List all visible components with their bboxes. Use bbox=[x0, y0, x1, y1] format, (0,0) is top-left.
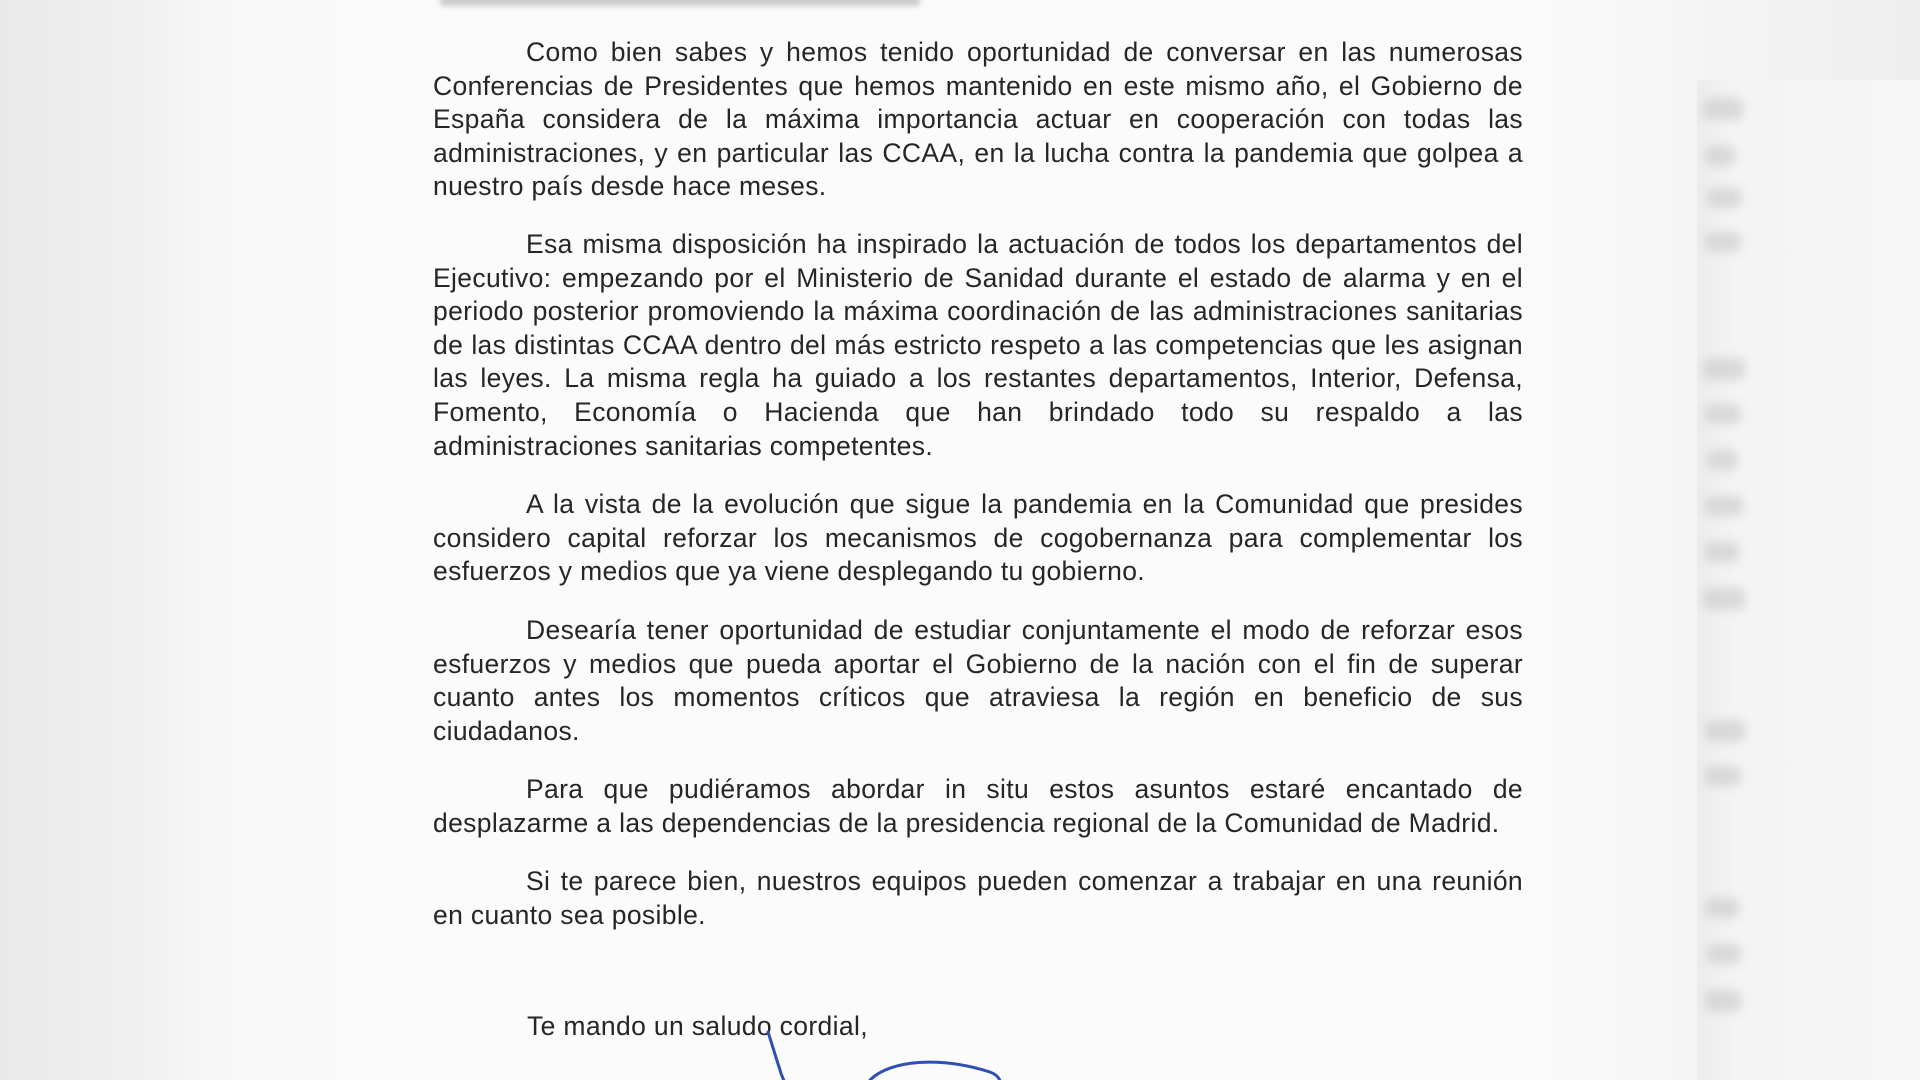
blurred-text bbox=[1705, 898, 1739, 918]
blurred-text bbox=[1705, 404, 1741, 424]
blurred-text bbox=[1705, 720, 1745, 742]
blurred-text bbox=[1707, 188, 1741, 208]
blurred-text bbox=[1703, 358, 1745, 380]
blurred-text bbox=[1707, 450, 1737, 470]
adjacent-page-edge bbox=[1697, 80, 1920, 1080]
blurred-text bbox=[1705, 146, 1735, 166]
blurred-text bbox=[1705, 990, 1741, 1012]
blurred-text bbox=[1705, 232, 1741, 252]
paragraph-6: Si te parece bien, nuestros equipos pueden comenzar a trabajar en una reunión en cuanto sea posible. bbox=[433, 866, 1523, 931]
blurred-text bbox=[1705, 542, 1739, 562]
paragraph-5: Para que pudiéramos abordar in situ estos asuntos estaré encantado de desplazarme a las dependencias de la presidencia regional de la Comunidad de Madrid. bbox=[433, 774, 1523, 838]
letter-body bbox=[433, 36, 1523, 933]
paragraph-1: Como bien sabes y hemos tenido oportunidad de conversar en las numerosas Conferencias de Presidentes que hemos mantenido en este mismo año, el Gobierno de España considera de la máxima importancia actuar en cooperación con todas las administraciones, y en particular las CCAA, en la lucha contra la pandemia que golpea a nuestro país desde hace meses. bbox=[433, 37, 1523, 202]
blurred-text bbox=[1705, 496, 1743, 516]
blurred-text bbox=[1707, 944, 1741, 964]
paragraph-2: Esa misma disposición ha inspirado la actuación de todos los departamentos del Ejecutivo: empezando por el Ministerio de Sanidad durante el estado de alarma y en el periodo posterior promoviendo la máxima coordinación de las administraciones sanitarias de las distintas CCAA dentro del más estricto respeto a las competencias que les asignan las leyes. La misma regla ha guiado a los restantes departamentos, Interior, Defensa, Fomento, Economía o Hacienda que han brindado todo su respaldo a las administraciones sanitarias competentes. bbox=[433, 228, 1523, 461]
blurred-text bbox=[1703, 98, 1743, 120]
paragraph-4: Desearía tener oportunidad de estudiar conjuntamente el modo de reforzar esos esfuerzos y medios que pueda aportar el Gobierno de la nación con el fin de superar cuanto antes los momentos críticos que atraviesa la región en beneficio de sus ciudadanos. bbox=[433, 614, 1523, 746]
blurred-text bbox=[1705, 766, 1741, 786]
signature-ink bbox=[750, 1030, 1010, 1080]
paragraph-3: A la vista de la evolución que sigue la pandemia en la Comunidad que presides considero capital reforzar los mecanismos de cogobernanza para complementar los esfuerzos y medios que ya viene desplegando tu gobierno. bbox=[433, 489, 1523, 587]
blurred-text bbox=[1703, 588, 1745, 610]
closing-line: Te mando un saludo cordial, bbox=[527, 1011, 868, 1041]
cropped-heading-line bbox=[440, 0, 920, 6]
left-page-margin bbox=[0, 0, 215, 1080]
